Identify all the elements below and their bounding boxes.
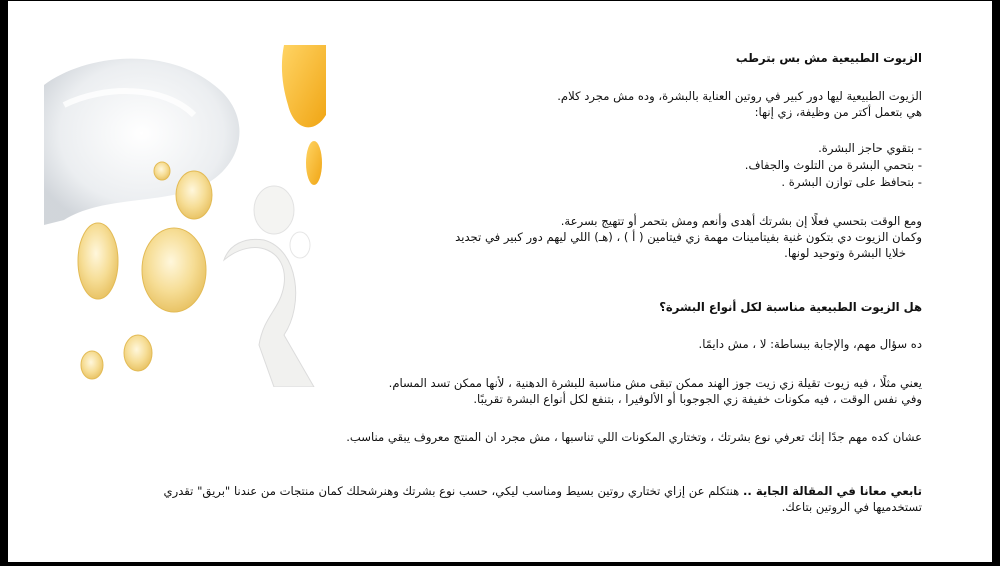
intro-line: هي بتعمل أكتر من وظيفة، زي إنها: xyxy=(754,105,922,119)
benefit-item: - بتحافظ على توازن البشرة . xyxy=(781,175,922,189)
result-line: وكمان الزيوت دي بتكون غنية بفيتامينات مهمة زي فيتامين ( أ ) ، (هـ) اللي ليهم دور كبير في تجديد xyxy=(455,230,922,244)
benefit-item: - بتقوي حاجز البشرة. xyxy=(818,141,922,155)
oil-drops-illustration xyxy=(44,45,326,387)
benefit-item: - بتحمي البشرة من التلوث والجفاف. xyxy=(744,158,922,172)
result-paragraph xyxy=(455,213,922,261)
example-line: وفي نفس الوقت ، فيه مكونات خفيفة زي الجوجوبا أو الألوفيرا ، بتنفع لكل أنواع البشرة تقريبًا. xyxy=(473,392,922,406)
next-article-body: هنتكلم عن إزاي تختاري روتين بسيط ومناسب ليكي، حسب نوع بشرتك وهنرشحلك كمان منتجات من عندنا "بريق" تقدري xyxy=(163,484,743,498)
result-line: خلايا البشرة وتوحيد لونها. xyxy=(784,246,906,260)
question-heading: هل الزيوت الطبيعية مناسبة لكل أنواع البشرة؟ xyxy=(659,300,922,314)
article-title: الزيوت الطبيعية مش بس بترطب xyxy=(735,51,922,65)
next-article-line xyxy=(164,483,922,499)
advice-text: عشان كده مهم جدًا إنك تعرفي نوع بشرتك ، وتختاري المكونات اللي تناسبها ، مش مجرد ان المنتج معروف يبقي مناسب. xyxy=(346,430,922,444)
intro-line: الزيوت الطبيعية ليها دور كبير في روتين العناية بالبشرة، وده مش مجرد كلام. xyxy=(557,89,922,103)
next-article-line2: تستخدميها في الروتين بتاعك. xyxy=(781,500,922,514)
answer-text: ده سؤال مهم، والإجابة ببساطة: لا ، مش دايمًا. xyxy=(698,337,922,351)
next-article-lead: تابعي معانا في المقالة الجاية .. xyxy=(742,484,922,498)
example-paragraph xyxy=(389,375,922,407)
next-article-paragraph xyxy=(164,483,922,515)
intro-paragraph xyxy=(557,88,922,120)
result-line: ومع الوقت بتحسي فعلًا إن بشرتك أهدى وأنعم ومش بتحمر أو تتهيج بسرعة. xyxy=(560,214,922,228)
benefits-list xyxy=(745,140,922,191)
slide-page xyxy=(8,1,992,562)
example-line: يعني مثلًا ، فيه زيوت تقيلة زي زيت جوز الهند ممكن تبقى مش مناسبة للبشرة الدهنية ، لأنها ممكن تسد المسام. xyxy=(388,376,922,390)
